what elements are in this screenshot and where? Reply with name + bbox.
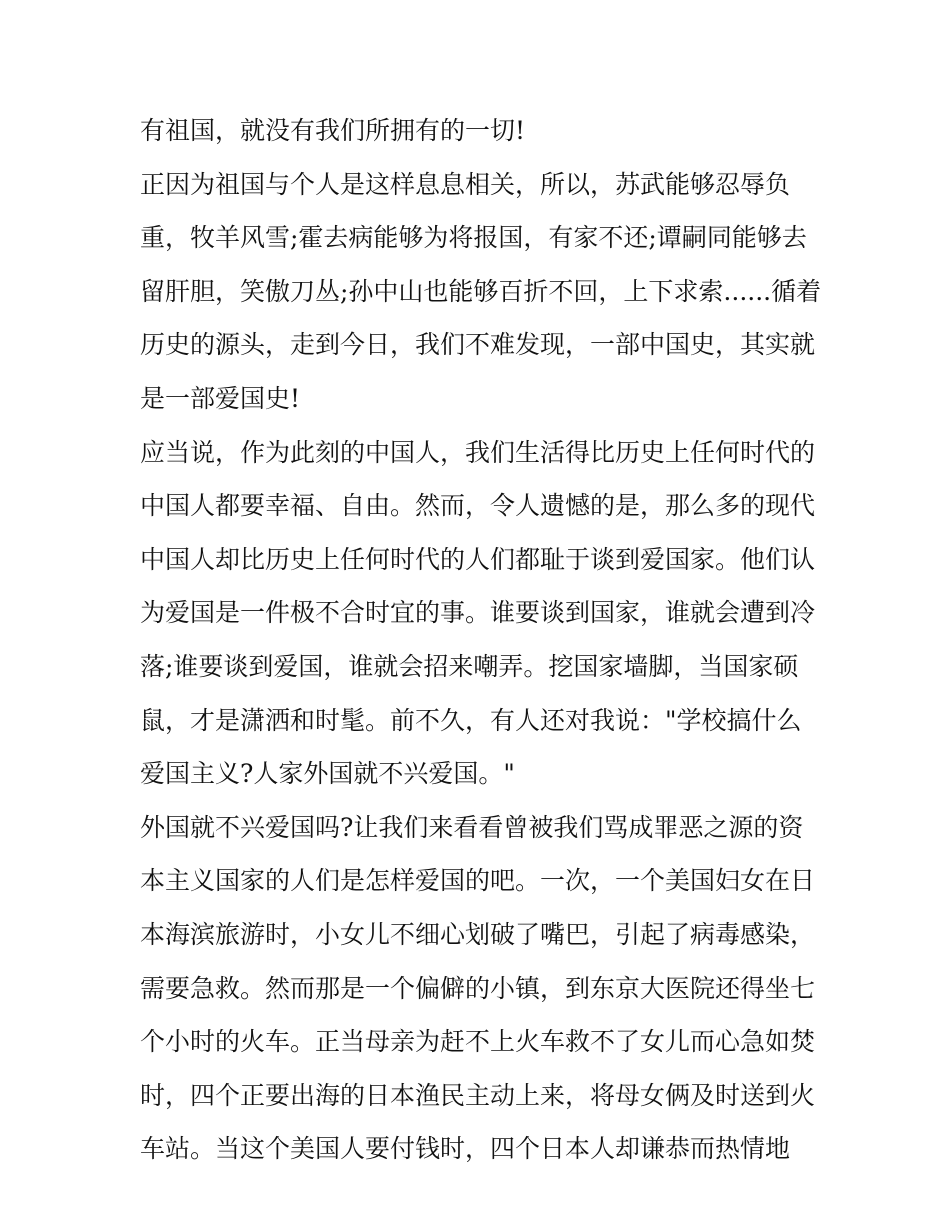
text-line: 为爱国是一件极不合时宜的事。谁要谈到国家，谁就会遭到冷: [140, 598, 816, 628]
text-line: 本主义国家的人们是怎样爱国的吧。一次，一个美国妇女在日: [140, 866, 816, 896]
text-line: 有祖国，就没有我们所拥有的一切!: [140, 116, 526, 145]
text-line: 时，四个正要出海的日本渔民主动上来，将母女俩及时送到火: [140, 1080, 816, 1110]
text-line: 中国人都要幸福、自由。然而，令人遗憾的是，那么多的现代: [140, 491, 816, 521]
text-line: 落;谁要谈到爱国，谁就会招来嘲弄。挖国家墙脚，当国家硕: [140, 651, 799, 681]
body-text: [140, 104, 830, 1176]
text-line: 鼠，才是潇洒和时髦。前不久，有人还对我说："学校搞什么: [140, 705, 802, 735]
text-line: 历史的源头，走到今日，我们不难发现，一部中国史，其实就: [140, 330, 816, 360]
text-line: 需要急救。然而那是一个偏僻的小镇，到东京大医院还得坐七: [140, 973, 816, 1003]
text-line: 是一部爱国史!: [140, 383, 301, 413]
text-line: 重，牧羊风雪;霍去病能够为将报国，有家不还;谭嗣同能够去: [140, 223, 807, 253]
text-line: 个小时的火车。正当母亲为赶不上火车救不了女儿而心急如焚: [140, 1027, 816, 1057]
text-line: 爱国主义?人家外国就不兴爱国。": [140, 759, 515, 789]
text-line: 正因为祖国与个人是这样息息相关，所以，苏武能够忍辱负: [140, 169, 791, 199]
text-line: 外国就不兴爱国吗?让我们来看看曾被我们骂成罪恶之源的资: [140, 812, 804, 842]
text-line: 车站。当这个美国人要付钱时，四个日本人却谦恭而热情地: [140, 1134, 791, 1164]
text-line: 应当说，作为此刻的中国人，我们生活得比历史上任何时代的: [140, 437, 816, 467]
text-line: 本海滨旅游时，小女儿不细心划破了嘴巴，引起了病毒感染，: [140, 919, 816, 949]
text-line: 留肝胆，笑傲刀丛;孙中山也能够百折不回，上下求索......循着: [140, 276, 822, 306]
text-line: 中国人却比历史上任何时代的人们都耻于谈到爱国家。他们认: [140, 544, 816, 574]
